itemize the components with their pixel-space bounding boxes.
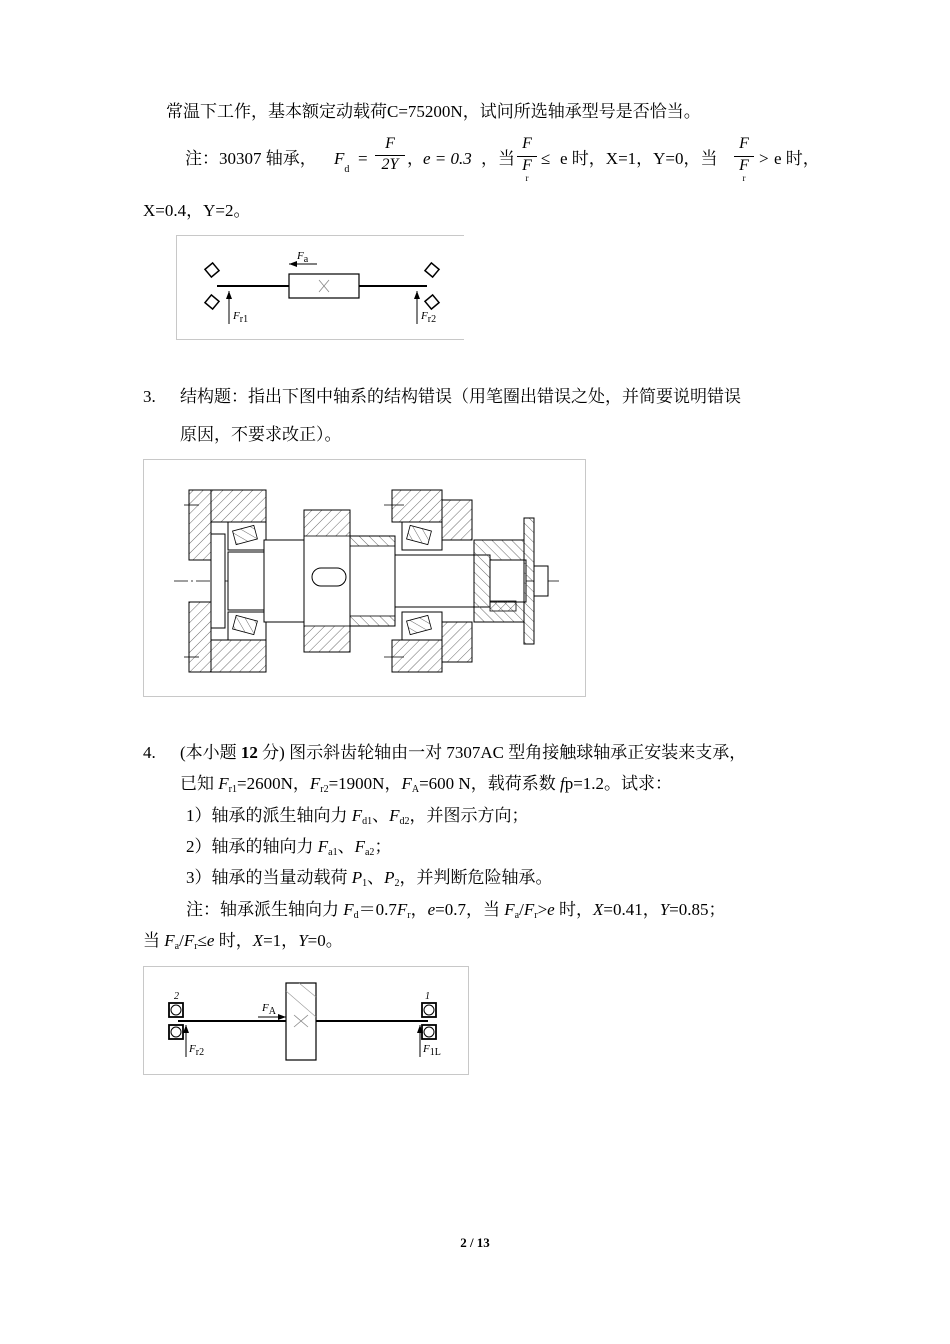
page-number: 2 / 13 [460,1235,490,1250]
label-bearing-1: 1 [425,991,430,1002]
q4-item-3: 3）轴承的当量动载荷 $P_1$、$P_2$，并判断危险轴承。 [186,868,553,889]
q4-known-values: 已知 $F_{r1}=2600N$，$F_{r2}=1900N$，$F_A=600$ N，载荷系数 fp=1.2。试求： [180,774,673,795]
q3-number: 3. [143,387,156,406]
q4-note-2: 当 $F_a/F_r\le e$ 时，X=1，Y=0。 [143,931,343,952]
label-fr1: $F_{r1}$ [233,310,249,325]
when-text: ，当 [481,149,515,168]
q3-line2: 原因，不要求改正）。 [180,425,342,444]
fd-symbol: $F_d$ [334,149,350,175]
gt-symbol: > [759,149,769,168]
leq-symbol: ≤ [541,149,551,168]
label-fr1: $F_{1L}$ [423,1043,441,1058]
fraction-fa-fr-1: F F r [517,135,537,183]
q4-number: 4. [143,743,156,762]
q4-item-2: 2）轴承的轴向力 $F_{a1}$、$F_{a2}$； [186,837,392,858]
problem-text-line: 常温下工作，基本额定动载荷C=75200N，试问所选轴承型号是否恰当。 [166,102,701,121]
figure-bearing-pair-2 [143,966,469,1075]
q4-note: 注：轴承派生轴向力 $F_d=0.7F_r$，e=0.7，当 $F_a/F_r>e$ 时，X=0.41，Y=0.85； [186,900,726,921]
note-lead: 注：30307 轴承， [185,149,317,168]
q3-line1: 结构题：指出下图中轴系的结构错误（用笔圈出错误之处，并简要说明错误 [180,387,741,406]
q4-item-1: 1）轴承的派生轴向力 $F_{d1}$、$F_{d2}$，并图示方向； [186,806,529,827]
q4-heading: (本小题 12 分) 图示斜齿轮轴由一对 7307AC 型角接触球轴承正安装来支承， [180,743,747,762]
fraction-fa-fr-2: F F r [734,135,754,183]
fraction-fd: $\frac{F}{2Y}$ [375,135,405,174]
condition-2: e 时， [774,149,820,168]
e-value: e = 0.3 [423,149,472,168]
condition-1: e 时，X=1，Y=0，当 [560,149,718,168]
note-line2: X=0.4，Y=2。 [143,201,251,220]
label-fr2: $F_{r2}$ [189,1043,205,1058]
figure-shaft-structure [143,459,586,697]
label-fr2: $F_{r2}$ [421,310,437,325]
label-fa: $F_A$ [262,1002,276,1017]
equals: = [358,149,368,168]
label-bearing-2: 2 [174,991,179,1002]
label-fa: $F_a$ [297,250,309,265]
figure-bearing-pair-1 [176,235,464,340]
